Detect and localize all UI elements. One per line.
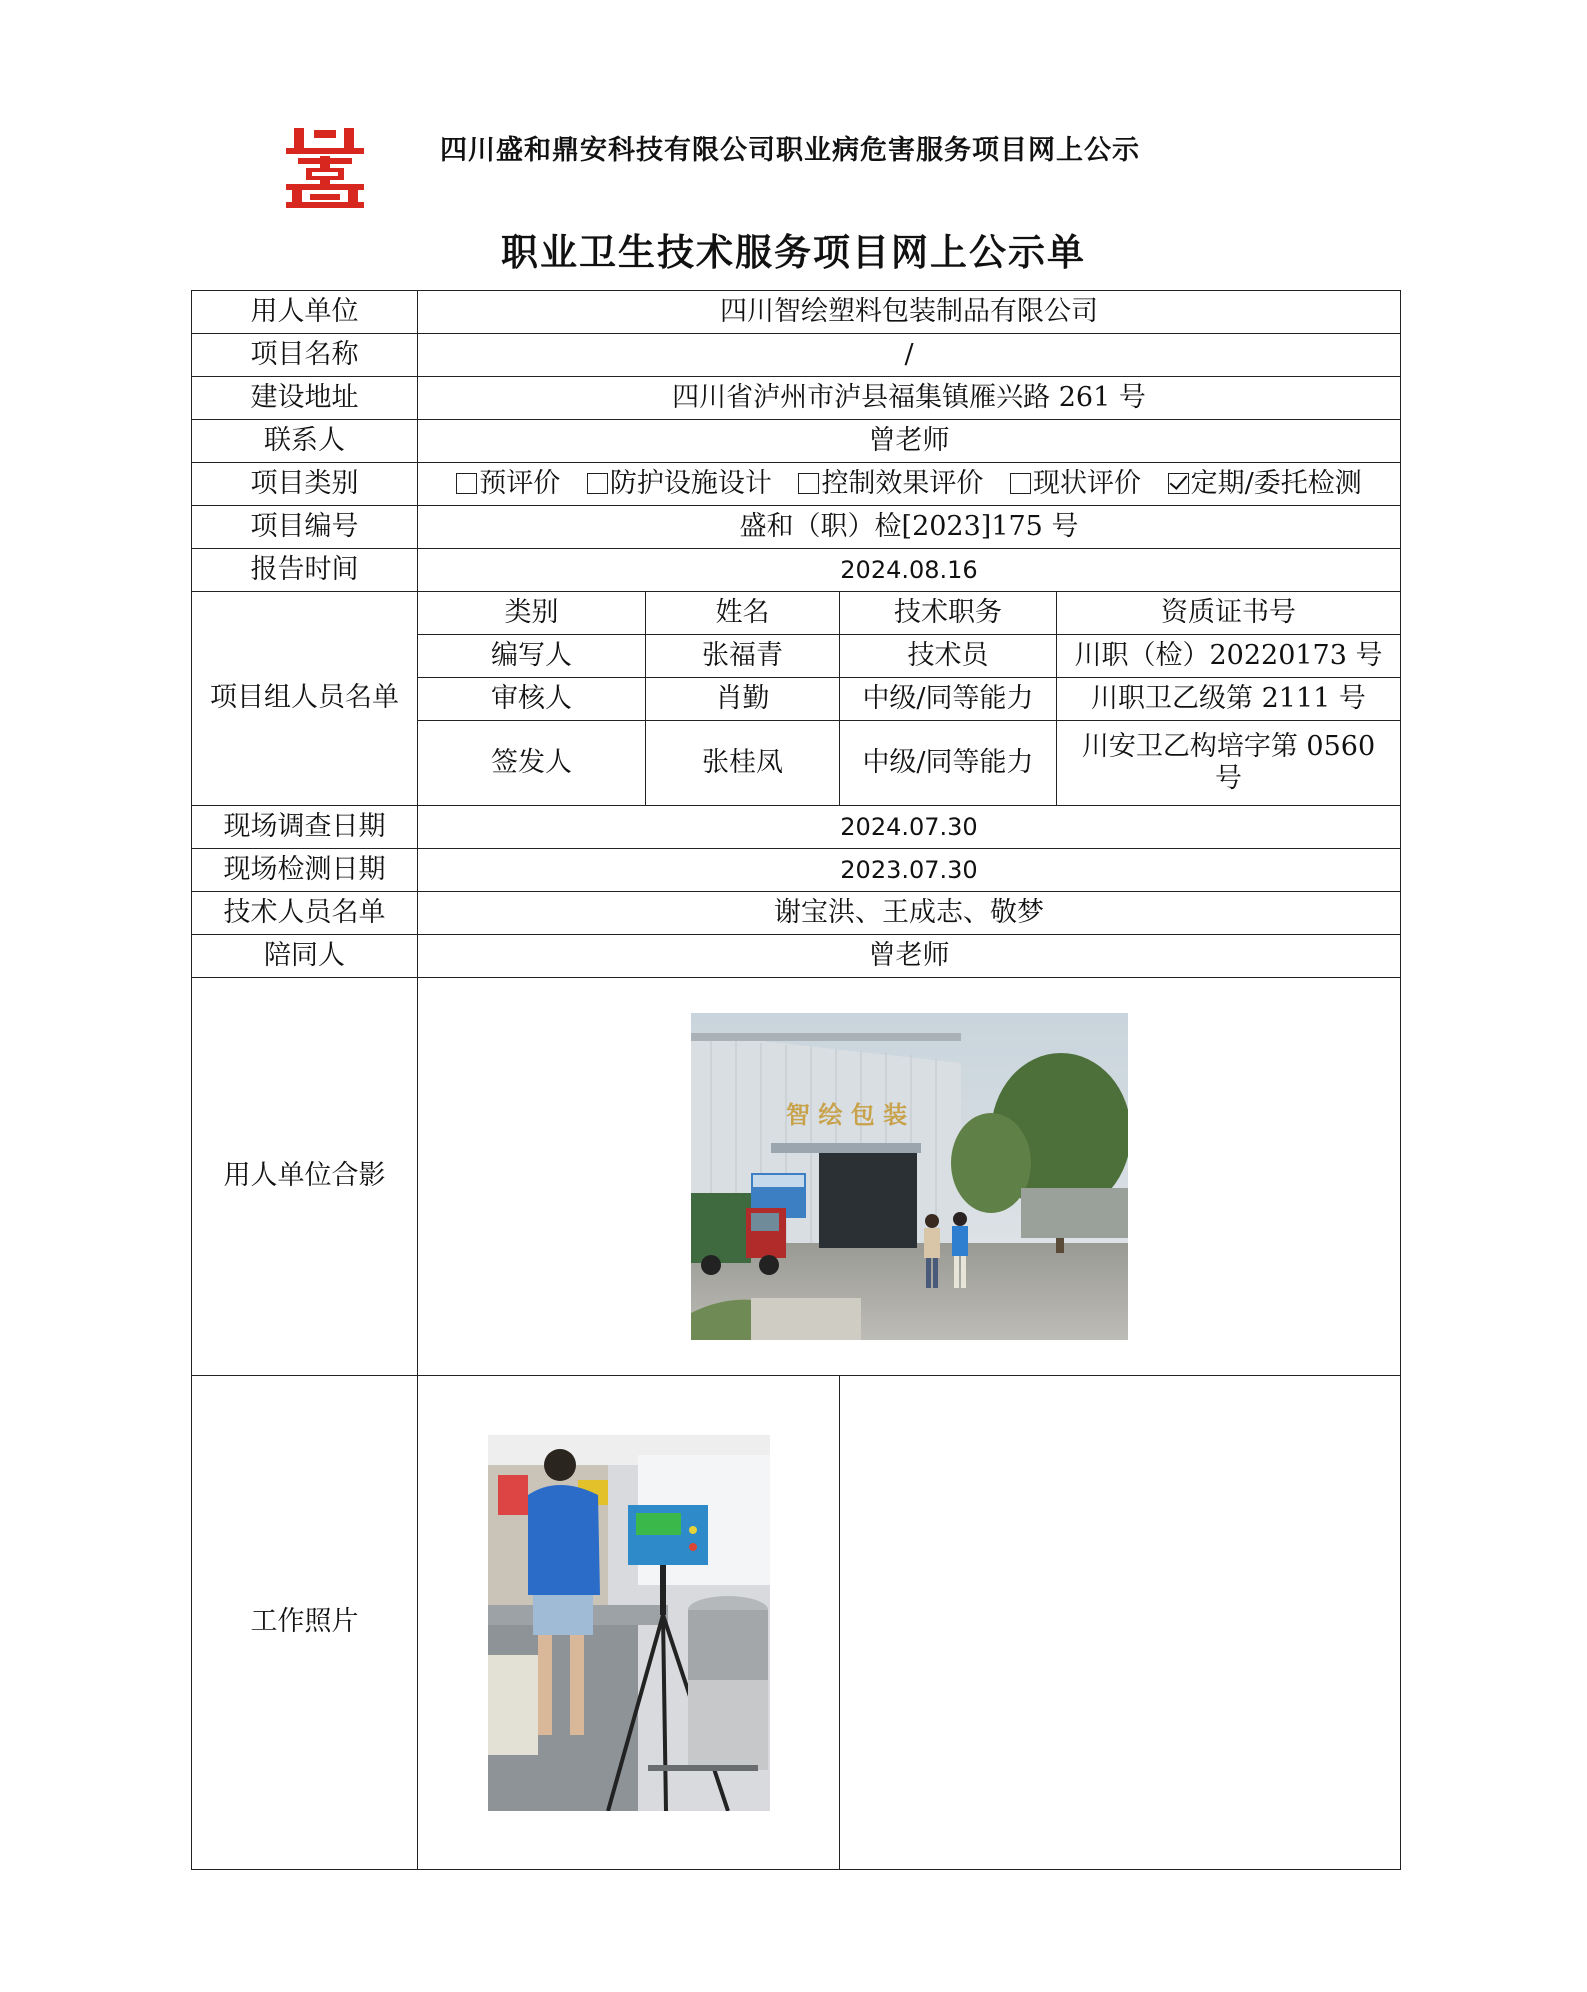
category-option-pre-evaluation[interactable] <box>456 468 560 500</box>
group-photo-cell <box>418 978 1401 1376</box>
project-number-label: 项目编号 <box>192 506 418 549</box>
technicians-value: 谢宝洪、王成志、敬梦 <box>418 892 1401 935</box>
team-header-row <box>192 592 1401 635</box>
work-photo-image <box>488 1435 770 1811</box>
factory-sign-text: 智 绘 包 装 <box>785 1101 907 1129</box>
category-option-label: 定期/委托检测 <box>1190 467 1362 499</box>
technicians-label: 技术人员名单 <box>192 892 418 935</box>
team-cell: 川职卫乙级第 2111 号 <box>1057 678 1401 721</box>
category-option-status-evaluation[interactable] <box>1010 468 1141 500</box>
work-photo-cell-1 <box>418 1376 840 1870</box>
team-cell: 编写人 <box>418 635 646 678</box>
employer-row <box>192 291 1401 334</box>
test-date-label: 现场检测日期 <box>192 849 418 892</box>
category-option-control-effect[interactable] <box>798 468 983 500</box>
group-photo-image <box>691 1013 1128 1340</box>
project-name-value: / <box>418 334 1401 377</box>
checkbox-icon[interactable] <box>456 473 477 494</box>
survey-date-value: 2024.07.30 <box>418 806 1401 849</box>
work-photos-label: 工作照片 <box>192 1376 418 1870</box>
team-cell: 肖勤 <box>646 678 840 721</box>
test-date-row <box>192 849 1401 892</box>
category-option-label: 预评价 <box>479 467 561 499</box>
test-date-value: 2023.07.30 <box>418 849 1401 892</box>
team-cell: 签发人 <box>418 721 646 806</box>
contact-value: 曾老师 <box>418 420 1401 463</box>
work-photo-cell-2 <box>840 1376 1401 1870</box>
team-cell: 川职（检）20220173 号 <box>1057 635 1401 678</box>
category-label: 项目类别 <box>192 463 418 506</box>
category-option-label: 防护设施设计 <box>609 467 772 499</box>
address-row <box>192 377 1401 420</box>
category-row <box>192 463 1401 506</box>
team-cell: 技术员 <box>840 635 1057 678</box>
shenghe-seal-logo-icon <box>286 128 364 208</box>
report-time-label: 报告时间 <box>192 549 418 592</box>
employer-label: 用人单位 <box>192 291 418 334</box>
companion-label: 陪同人 <box>192 935 418 978</box>
survey-date-row <box>192 806 1401 849</box>
category-options <box>418 463 1401 506</box>
team-cell: 审核人 <box>418 678 646 721</box>
team-header-cell: 资质证书号 <box>1057 592 1401 635</box>
company-header-title: 四川盛和鼎安科技有限公司职业病危害服务项目网上公示 <box>440 135 1140 166</box>
category-option-label: 控制效果评价 <box>821 467 984 499</box>
address-value: 四川省泸州市泸县福集镇雁兴路 261 号 <box>418 377 1401 420</box>
project-name-label: 项目名称 <box>192 334 418 377</box>
technicians-row <box>192 892 1401 935</box>
employer-value: 四川智绘塑料包装制品有限公司 <box>418 291 1401 334</box>
report-time-row <box>192 549 1401 592</box>
team-header-cell: 技术职务 <box>840 592 1057 635</box>
checkbox-icon[interactable] <box>798 473 819 494</box>
group-photo-label: 用人单位合影 <box>192 978 418 1376</box>
group-photo-row <box>192 978 1401 1376</box>
checked-checkbox-icon[interactable] <box>1168 473 1189 494</box>
disclosure-form-table <box>191 290 1401 1870</box>
category-option-periodic-testing[interactable] <box>1168 468 1362 500</box>
document-title: 职业卫生技术服务项目网上公示单 <box>501 230 1086 274</box>
project-name-row <box>192 334 1401 377</box>
team-header-cell: 类别 <box>418 592 646 635</box>
category-option-label: 现状评价 <box>1033 467 1142 499</box>
team-cell: 张桂凤 <box>646 721 840 806</box>
survey-date-label: 现场调查日期 <box>192 806 418 849</box>
team-cell: 川安卫乙构培字第 0560 号 <box>1057 721 1401 806</box>
companion-row <box>192 935 1401 978</box>
project-number-value: 盛和（职）检[2023]175 号 <box>418 506 1401 549</box>
team-label: 项目组人员名单 <box>192 592 418 806</box>
report-time-value: 2024.08.16 <box>418 549 1401 592</box>
work-photos-row <box>192 1376 1401 1870</box>
contact-row <box>192 420 1401 463</box>
checkbox-icon[interactable] <box>1010 473 1031 494</box>
team-cell: 张福青 <box>646 635 840 678</box>
team-cell: 中级/同等能力 <box>840 678 1057 721</box>
team-cell: 中级/同等能力 <box>840 721 1057 806</box>
contact-label: 联系人 <box>192 420 418 463</box>
address-label: 建设地址 <box>192 377 418 420</box>
category-option-protection-design[interactable] <box>587 468 772 500</box>
companion-value: 曾老师 <box>418 935 1401 978</box>
checkbox-icon[interactable] <box>587 473 608 494</box>
project-number-row <box>192 506 1401 549</box>
team-header-cell: 姓名 <box>646 592 840 635</box>
